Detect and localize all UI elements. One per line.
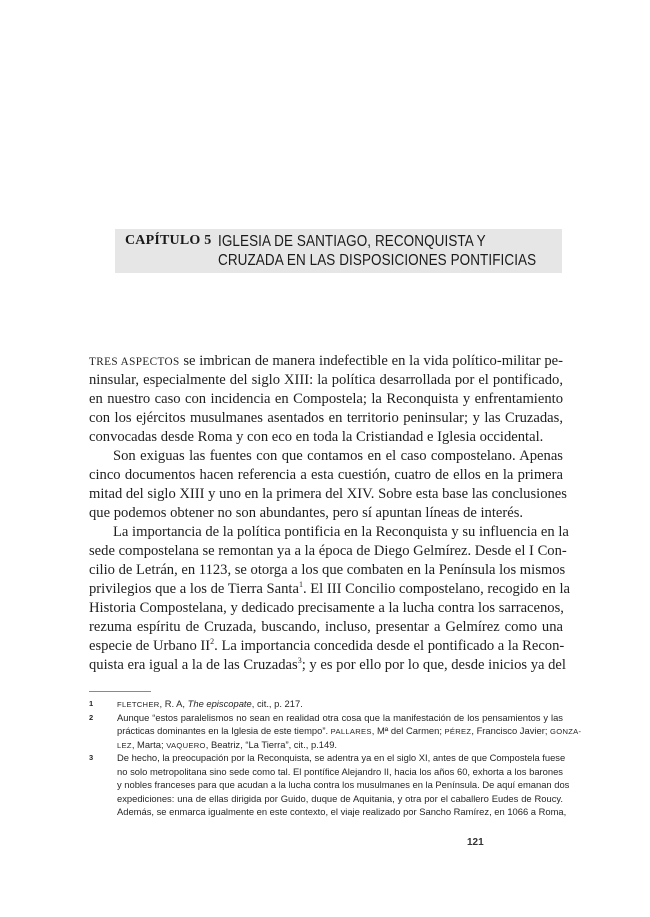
paragraph-3-line: Historia Compostelana, y dedicado precisamente a la lucha contra los sarracenos,	[89, 600, 564, 616]
body-text	[89, 352, 571, 675]
chapter-header-band	[115, 229, 562, 273]
footnote-number: 1	[89, 699, 94, 708]
paragraph-2-line: cinco documentos hacen referencia a esta cuestión, cuatro de ellos en la primera	[89, 467, 563, 483]
footnote-number: 3	[89, 753, 94, 762]
paragraph-2-line: mitad del siglo XIII y uno en la primera del XIV. Sobre esta base las conclusiones	[89, 486, 567, 502]
paragraph-2-line: Son exiguas las fuentes con que contamos en el caso compostelano. Apenas	[113, 448, 563, 464]
footnote-ref-2[interactable]: 2	[210, 637, 215, 647]
paragraph-3-line: especie de Urbano $II^2$. La importancia concedida desde el pontificado a la Recon-	[89, 637, 565, 654]
paragraph-1-line: en nuestro caso con incidencia en Compostela; la Reconquista y enfrentamiento	[89, 391, 563, 407]
footnote-number: 2	[89, 712, 94, 722]
footnote-2	[89, 711, 582, 752]
footnote-line: no solo metropolitana sino sede como tal. El pontífice Alejandro II, hacia los años 60, exhorta a los barones	[117, 765, 563, 777]
footnote-separator	[89, 691, 151, 692]
footnote-line: prácticas dominantes en la Iglesia de este tiempo”. PALLARES, Mª del Carmen; PÉREZ, Francisco Javier; GONZA-	[117, 725, 582, 736]
footnote-line: LEZ, Marta; VAQUERO, Beatriz, “La Tierra”, cit., p.149.	[117, 738, 338, 750]
chapter-title	[218, 232, 536, 270]
footnote-line: y nobles franceses para que acudan a la lucha contra los musulmanes en la Península. De aquí emanan dos	[117, 779, 570, 790]
footnote-line: De hecho, la preocupación por la Reconquista, se adentra ya en el siglo XI, antes de que Compostela fuese	[117, 752, 566, 763]
footnote-line: Además, se enmarca igualmente en este contexto, el viaje realizado por Sancho Ramírez, en 1066 a Roma,	[117, 806, 567, 817]
small-caps-lead: TRES ASPECTOS	[89, 356, 180, 368]
paragraph-1-line: ninsular, especialmente del siglo XIII: la política desarrollada por el pontificado,	[89, 372, 563, 388]
paragraph-1-line: TRES ASPECTOS se imbrican de manera indefectible en la vida político-militar pe-	[89, 353, 563, 369]
paragraph-1-line: con los ejércitos musulmanes asentados en territorio peninsular; y las Cruzadas,	[89, 410, 563, 426]
paragraph-3-line: cilio de Letrán, en 1123, se otorga a los que combaten en la Península los mismos	[89, 562, 566, 578]
footnote-1	[89, 697, 563, 711]
chapter-title-line-2: CRUZADA EN LAS DISPOSICIONES PONTIFICIAS	[218, 252, 537, 269]
footnote-line: FLETCHER, R. A, The episcopate, cit., p. 217.	[117, 698, 303, 709]
paragraph-3-line: privilegios que a los de Tierra Santa$^1$. El III Concilio compostelano, recogido en la	[89, 580, 571, 597]
chapter-title-line-1: IGLESIA DE SANTIAGO, RECONQUISTA Y	[218, 233, 486, 250]
chapter-label: CAPÍTULO 5	[125, 233, 212, 248]
paragraph-1-line: convocadas desde Roma y con eco en toda la Cristiandad e Iglesia occidental.	[89, 429, 544, 445]
footnote-ref-1[interactable]: 1	[298, 580, 303, 590]
page-number: 121	[467, 837, 484, 848]
paragraph-3-line: sede compostelana se remontan ya a la época de Diego Gelmírez. Desde el I Con-	[89, 543, 567, 559]
footnote-line: expediciones: una de ellas dirigida por Guido, duque de Aquitania, y otra por el caballero Eudes de Roucy.	[117, 792, 563, 804]
footnote-ref-3[interactable]: 3	[297, 656, 302, 666]
footnote-line: Aunque “estos paralelismos no sean en realidad otra cosa que la manifestación de los pensamientos y las	[117, 711, 563, 723]
paragraph-3-line: quista era igual a la de las Cruzadas$^3$; y es por ello por lo que, desde inicios ya del	[89, 656, 566, 673]
paragraph-3-line: rezuma espíritu de Cruzada, buscando, incluso, presentar a Gelmírez como una	[89, 619, 563, 635]
footnotes	[89, 697, 582, 819]
paragraph-3-line: La importancia de la política pontificia en la Reconquista y su influencia en la	[113, 524, 569, 540]
paragraph-2-line: que podemos obtener no son abundantes, pero sí apuntan líneas de interés.	[89, 505, 524, 521]
footnote-3	[89, 751, 570, 819]
